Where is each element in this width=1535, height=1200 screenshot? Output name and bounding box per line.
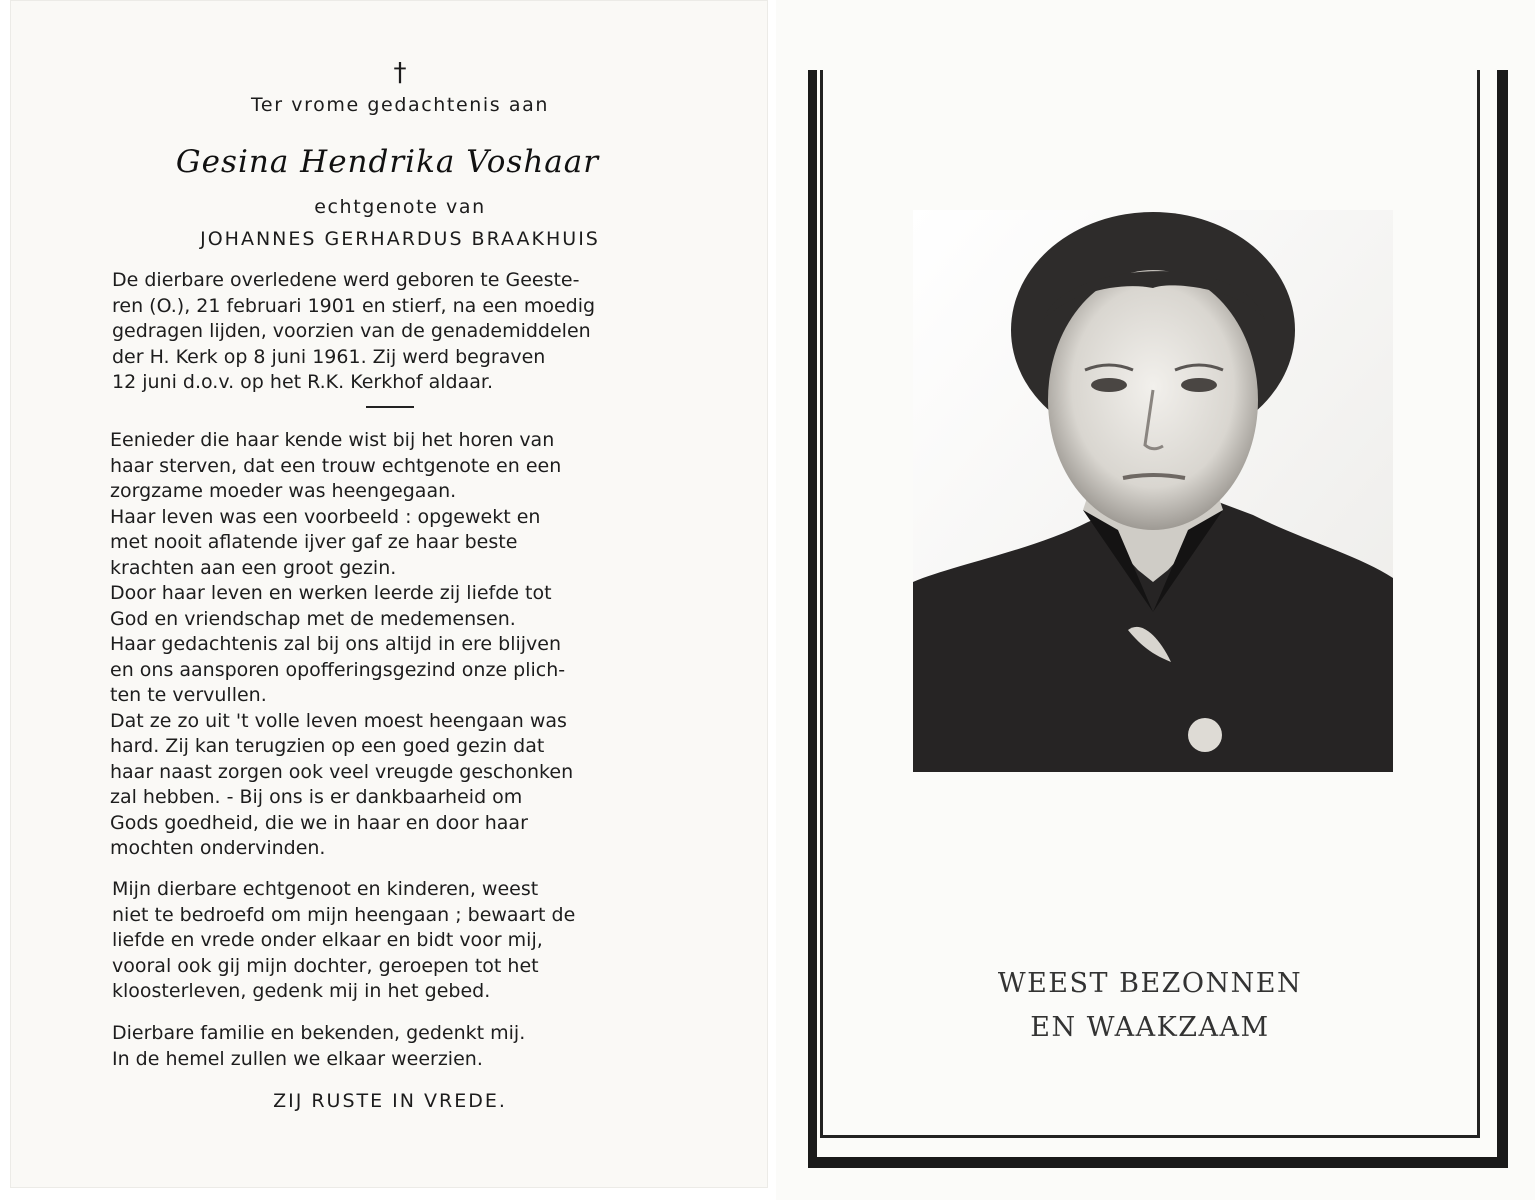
text-line: der H. Kerk op 8 juni 1961. Zij werd begraven <box>112 345 546 368</box>
text-line: liefde en vrede onder elkaar en bidt voor mij, <box>112 929 543 951</box>
text-line: haar naast zorgen ook veel vreugde geschonken <box>110 760 574 783</box>
text-line: Gods goedheid, die we in haar en door haar <box>110 811 528 834</box>
text-line: God en vriendschap met de medemensen. <box>110 607 516 630</box>
text-line: zorgzame moeder was heengegaan. <box>110 480 457 502</box>
final-blessing: ZIJ RUSTE IN VREDE. <box>273 1090 507 1112</box>
biography-paragraph <box>112 268 669 396</box>
text-line: Door haar leven en werken leerde zij liefde tot <box>110 582 552 604</box>
text-line: Dierbare familie en bekenden, gedenkt mij. <box>112 1022 526 1044</box>
text-line: Haar leven was een voorbeeld : opgewekt en <box>110 505 541 528</box>
text-line: In de hemel zullen we elkaar weerzien. <box>112 1047 483 1070</box>
text-line: Mijn dierbare echtgenoot en kinderen, weest <box>112 878 539 900</box>
divider <box>366 406 414 408</box>
cross-icon: † <box>393 58 407 88</box>
spouse-name: JOHANNES GERHARDUS BRAAKHUIS <box>200 228 600 250</box>
text-line: mochten ondervinden. <box>110 837 326 859</box>
text-line: vooral ook gij mijn dochter, geroepen tot het <box>112 954 539 977</box>
text-line: haar sterven, dat een trouw echtgenote en een <box>110 454 562 477</box>
intro-line: Ter vrome gedachtenis aan <box>250 94 550 116</box>
portrait-photo <box>913 210 1393 772</box>
text-line: Eenieder die haar kende wist bij het horen van <box>110 429 555 451</box>
farewell-paragraph <box>112 877 669 1005</box>
text-line: ten te vervullen. <box>110 684 267 706</box>
text-line: Dat ze zo uit 't volle leven moest heengaan was <box>110 709 567 732</box>
text-line: gedragen lijden, voorzien van de genademiddelen <box>112 320 591 342</box>
text-line: kloosterleven, gedenk mij in het gebed. <box>112 980 491 1002</box>
text-line: 12 juni d.o.v. op het R.K. Kerkhof aldaar. <box>112 371 494 393</box>
text-line: krachten aan een groot gezin. <box>110 556 397 579</box>
text-line: zal hebben. - Bij ons is er dankbaarheid om <box>110 786 523 808</box>
text-line: De dierbare overledene werd geboren te Geeste- <box>112 269 580 291</box>
text-line: niet te bedroefd om mijn heengaan ; bewaart de <box>112 903 576 926</box>
text-line: met nooit aflatende ijver gaf ze haar beste <box>110 531 518 553</box>
text-line: ren (O.), 21 februari 1901 en stierf, na een moedig <box>112 294 596 317</box>
text-line: Haar gedachtenis zal bij ons altijd in ere blijven <box>110 633 562 655</box>
motto-line-1: WEEST BEZONNEN <box>997 968 1303 999</box>
motto-line-2: EN WAAKZAAM <box>1030 1012 1270 1043</box>
closing-paragraph <box>112 1021 632 1072</box>
text-line: hard. Zij kan terugzien op een goed gezin dat <box>110 735 545 757</box>
deceased-name: Gesina Hendrika Voshaar <box>175 144 600 180</box>
spouse-label: echtgenote van <box>314 196 486 218</box>
tribute-paragraph <box>110 428 669 862</box>
text-line: en ons aansporen opofferingsgezind onze plich- <box>110 658 566 681</box>
